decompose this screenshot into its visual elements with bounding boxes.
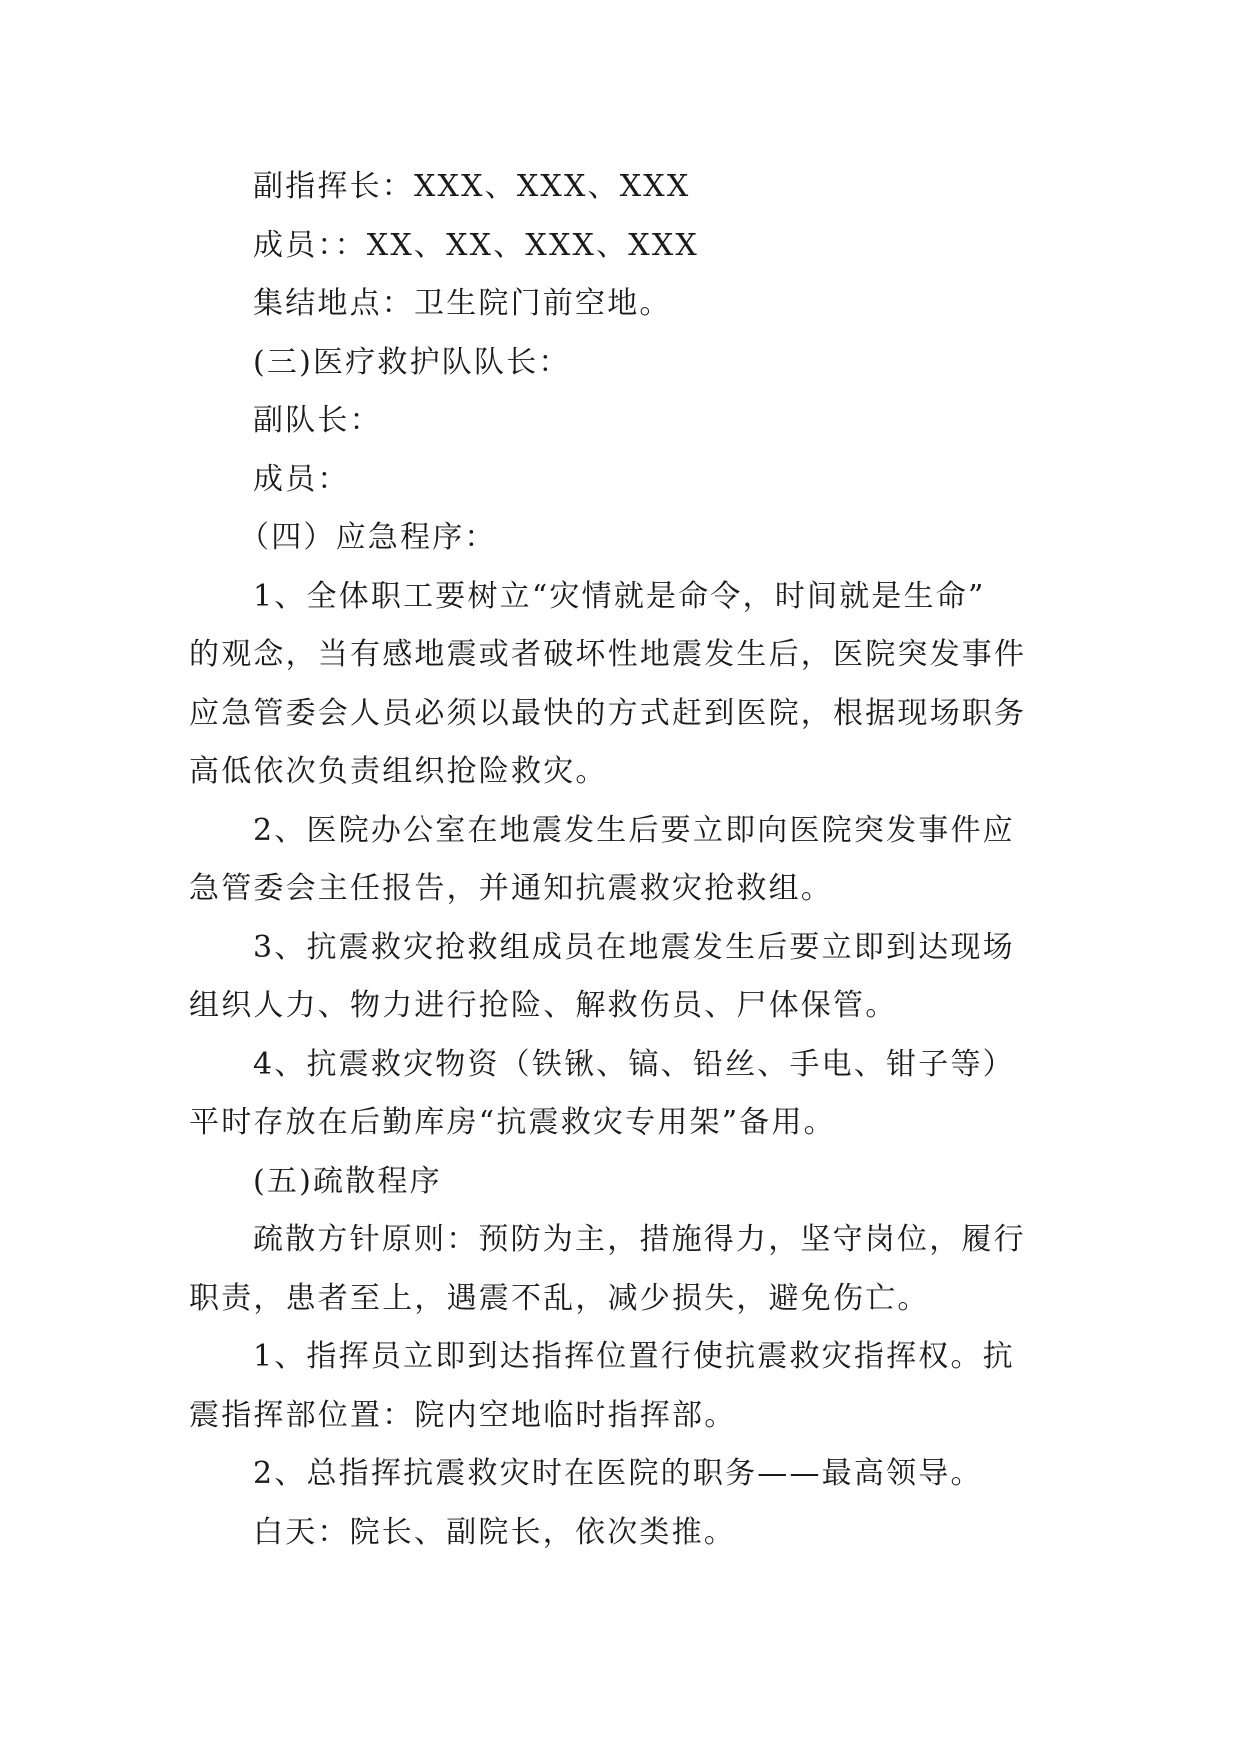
evacuation-step-2: 2、总指挥抗震救灾时在医院的职务——最高领导。 xyxy=(253,1456,983,1491)
assembly-point-line: 集结地点：卫生院门前空地。 xyxy=(253,286,672,321)
paragraph-1-line-3: 应急管委会人员必须以最快的方式赶到医院，根据现场职务 xyxy=(189,695,1027,731)
paragraph-4-line-2: 平时存放在后勤库房“抗震救灾专用架”备用。 xyxy=(189,1105,836,1140)
document-body xyxy=(189,158,1055,1562)
paragraph-2-line-1: 2、医院办公室在地震发生后要立即向医院突发事件应 xyxy=(253,812,1015,848)
section-four-heading: （四）应急程序： xyxy=(239,520,497,555)
paragraph-3-line-1: 3、抗震救灾抢救组成员在地震发生后要立即到达现场 xyxy=(253,929,1015,965)
paragraph-1-line-1: 1、全体职工要树立“灾情就是命令，时间就是生命” xyxy=(253,578,986,614)
deputy-captain-line: 副队长： xyxy=(253,403,382,438)
evacuation-step-1-line-1: 1、指挥员立即到达指挥位置行使抗震救灾指挥权。抗 xyxy=(253,1339,1015,1374)
evacuation-principle-line-2: 职责，患者至上，遇震不乱，减少损失，避免伤亡。 xyxy=(189,1280,930,1316)
paragraph-1-line-2: 的观念，当有感地震或者破坏性地震发生后，医院突发事件 xyxy=(189,637,1027,672)
members-line: 成员：：XX、XX、XXX、XXX xyxy=(253,227,699,263)
section-three-heading: (三)医疗救护队队长： xyxy=(253,344,571,380)
paragraph-3-line-2: 组织人力、物力进行抢险、解救伤员、尸体保管。 xyxy=(189,988,898,1023)
paragraph-2-line-2: 急管委会主任报告，并通知抗震救灾抢救组。 xyxy=(189,871,833,906)
paragraph-1-line-4: 高低依次负责组织抢险救灾。 xyxy=(189,754,608,789)
deputy-commander-line: 副指挥长：XXX、XXX、XXX xyxy=(253,169,691,204)
daytime-line: 白天：院长、副院长，依次类推。 xyxy=(253,1514,736,1550)
section-five-heading: (五)疏散程序 xyxy=(253,1163,442,1199)
evacuation-step-1-line-2: 震指挥部位置：院内空地临时指挥部。 xyxy=(189,1397,737,1433)
members-line-2: 成员： xyxy=(253,461,350,497)
evacuation-principle-line-1: 疏散方针原则：预防为主，措施得力，坚守岗位，履行 xyxy=(253,1222,1026,1257)
paragraph-4-line-1: 4、抗震救灾物资（铁锹、镐、铅丝、手电、钳子等） xyxy=(253,1046,1015,1082)
